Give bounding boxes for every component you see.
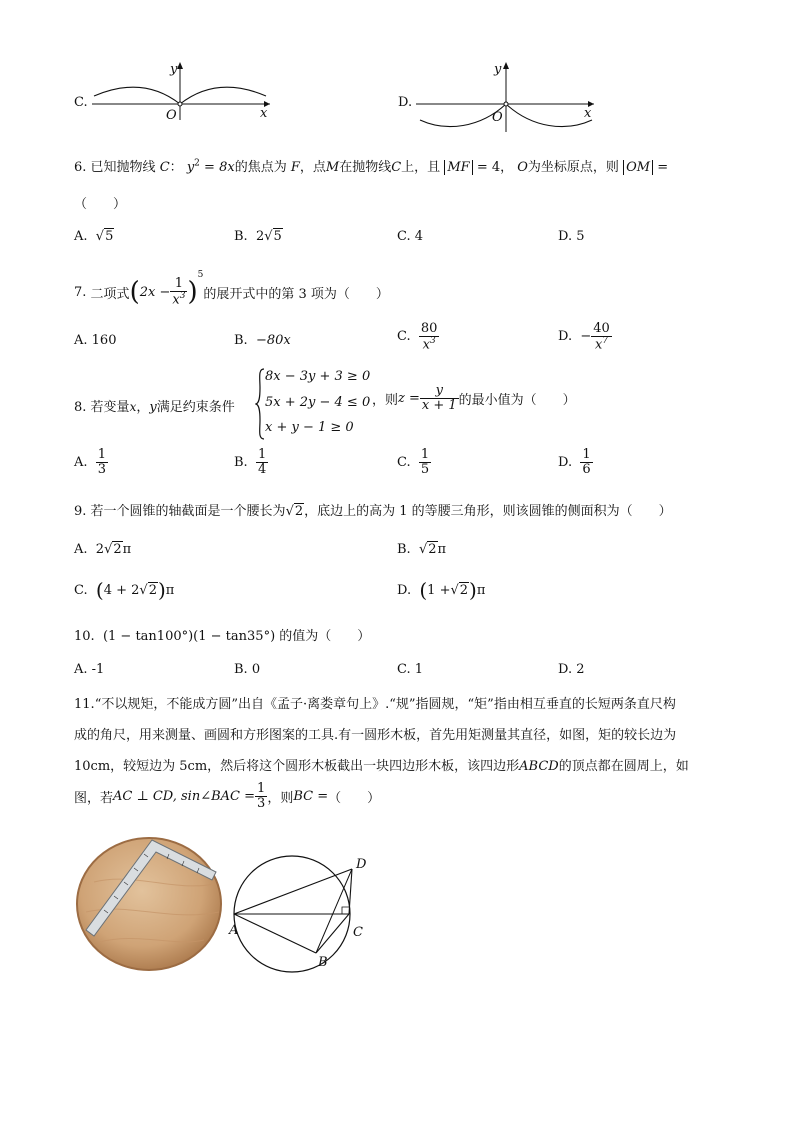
frac-num: 1 xyxy=(582,447,591,462)
frac-den xyxy=(591,337,612,352)
q6-text: 上，且 xyxy=(401,160,441,175)
q8-frac xyxy=(420,384,459,412)
q7-frac xyxy=(170,277,187,307)
q6-abs: OM xyxy=(623,160,653,175)
q10-option-a: A. -1 xyxy=(74,662,105,677)
q7-expr: 2x − xyxy=(139,284,171,300)
q6-eq: = 8x xyxy=(204,160,235,175)
q8-brace xyxy=(255,368,265,440)
frac-den: 6 xyxy=(582,461,591,477)
option-value: 2 xyxy=(148,583,157,598)
q8-var: z = xyxy=(398,390,420,406)
q8-var: y xyxy=(149,400,157,415)
q10-text: 的值为（ ） xyxy=(279,629,371,644)
q10-option-b: B. 0 xyxy=(234,662,261,677)
q6-text: = xyxy=(657,160,669,175)
q6-text: 为坐标原点，则 xyxy=(527,160,619,175)
q6-text: ： xyxy=(169,160,183,175)
q11-line-3 xyxy=(74,755,689,774)
frac-num: 1 xyxy=(420,447,430,462)
q11-cond: AC ⊥ CD, sin∠BAC = xyxy=(113,788,256,804)
q11-paren: （ ） xyxy=(328,790,381,806)
q6-number: 6. xyxy=(74,160,87,175)
q7-stem xyxy=(74,270,389,314)
option-label: B. xyxy=(234,229,248,244)
q8-var: x xyxy=(129,400,137,414)
q11-line-4 xyxy=(74,782,380,810)
frac-num: 80 xyxy=(420,321,438,336)
q6-var: F xyxy=(290,160,300,175)
option-label: B. xyxy=(234,454,248,470)
wooden-board-photo xyxy=(74,832,224,972)
option-value: 2 xyxy=(428,542,437,557)
q11-text: “不以规矩，不能成方圆”出自《孟子·离娄章句上》.“规”指圆规，“矩”指由相互垂直的长短两条直尺构 xyxy=(94,697,676,712)
option-frac xyxy=(419,448,431,476)
q6-text: ，点 xyxy=(299,160,326,175)
option-value: −80x xyxy=(255,333,291,348)
q7-paren-open: ( xyxy=(129,277,140,307)
option-value: 2 xyxy=(459,583,469,598)
d-axis-y: y xyxy=(494,62,502,77)
q6-option-c: C. 4 xyxy=(397,229,424,244)
option-c-graph xyxy=(92,60,272,122)
q6-var: O xyxy=(517,160,528,175)
q11-frac xyxy=(255,782,267,810)
c-axis-y: y xyxy=(170,62,178,77)
frac-den: 5 xyxy=(420,461,430,477)
option-value: π xyxy=(437,542,447,557)
q11-var: BC = xyxy=(293,788,329,804)
frac-den-var: x xyxy=(595,336,603,352)
q11-text: ，则 xyxy=(267,790,294,806)
q8-constraint-2: 5x + 2y − 4 ≤ 0 xyxy=(265,395,371,410)
q6-text: 已知抛物线 xyxy=(90,160,156,175)
q7-option-c xyxy=(397,322,439,352)
q7-option-d xyxy=(558,322,612,352)
q6-stem xyxy=(74,156,668,175)
q7-exponent: 5 xyxy=(197,270,204,280)
option-label: C. xyxy=(74,582,88,598)
q11-var: ABCD xyxy=(519,759,559,774)
option-label: C. xyxy=(397,454,411,470)
q11-text: 的顶点都在圆周上，如 xyxy=(558,759,689,774)
q8-option-c xyxy=(397,448,431,476)
q6-eq: 2 xyxy=(194,158,200,169)
option-label: D. xyxy=(397,582,412,598)
option-label: A. xyxy=(74,454,88,470)
q9-text: 若一个圆锥的轴截面是一个腰长为 xyxy=(90,504,286,519)
option-value: π xyxy=(476,582,486,598)
q6-option-b: B. 2√5 xyxy=(234,229,282,244)
option-value: π xyxy=(122,542,132,557)
option-label: A. xyxy=(74,229,88,244)
frac-den-exp: 3 xyxy=(429,335,436,346)
q8-stem-start xyxy=(74,396,235,415)
d-origin: O xyxy=(492,110,503,125)
q6-option-d: D. 5 xyxy=(558,229,585,244)
paren: ) xyxy=(469,578,477,602)
q9-stem: 9. 若一个圆锥的轴截面是一个腰长为√2，底边上的高为 1 的等腰三角形，则该圆锥的侧面积为（ ） xyxy=(74,504,672,519)
q9-option-c: C. ( 4 + 2 √ 2 ) π xyxy=(74,578,175,602)
q8-constraint-3: x + y − 1 ≥ 0 xyxy=(265,420,354,435)
option-label: B. xyxy=(397,542,411,557)
q7-text: 的展开式中的第 3 项为（ ） xyxy=(203,286,389,302)
frac-den: 4 xyxy=(257,461,267,477)
q10-expr: (1 − tan100°)(1 − tan35°) xyxy=(102,629,276,644)
frac-num: y xyxy=(420,384,459,399)
q8-text: 满足约束条件 xyxy=(156,400,235,415)
option-value: 2 xyxy=(95,542,105,557)
q7-option-a: A. 160 xyxy=(74,333,117,348)
option-sign: − xyxy=(580,329,592,345)
q9-option-d: D. ( 1 + √ 2 ) π xyxy=(397,578,486,602)
paren: ( xyxy=(419,578,428,602)
q9-option-b: B. √2π xyxy=(397,542,447,557)
option-label: B. xyxy=(234,333,248,348)
frac-den-var: x xyxy=(172,292,180,308)
frac-den xyxy=(170,292,187,307)
q8-number: 8. xyxy=(74,400,87,415)
q11-line-1 xyxy=(74,693,676,712)
q6-abs: MF xyxy=(444,160,472,175)
option-d-label: D. xyxy=(398,95,413,110)
q8-constraint-1: 8x − 3y + 3 ≥ 0 xyxy=(265,369,371,384)
option-value: 1 + xyxy=(427,582,451,598)
frac-num: 1 xyxy=(257,447,267,462)
q11-line-2: 成的角尺，用来测量、画圆和方形图案的工具.有一圆形木板，首先用矩测量其直径，如图，矩的较长边为 xyxy=(74,728,677,743)
option-value: 4 + 2 xyxy=(103,582,140,598)
q8-text: 的最小值为（ ） xyxy=(458,392,576,408)
c-origin: O xyxy=(166,108,177,123)
q11-text: 10cm，较短边为 5cm，然后将这个圆形木板截出一块四边形木板，该四边形 xyxy=(74,759,520,774)
circle-quadrilateral-figure xyxy=(230,852,370,976)
q10-number: 10. xyxy=(74,629,95,644)
q9-text: ，底边上的高为 1 的等腰三角形，则该圆锥的侧面积为（ ） xyxy=(304,504,672,519)
frac-den-var: x xyxy=(422,336,430,352)
frac-den-exp: 3 xyxy=(179,290,186,301)
frac-num: 1 xyxy=(97,447,107,462)
frac-num: 40 xyxy=(593,321,610,336)
q9-value: 2 xyxy=(294,504,304,519)
option-value: 5 xyxy=(105,229,114,244)
q6-option-a: A. √5 xyxy=(74,229,114,244)
option-label: A. xyxy=(74,542,88,557)
q8-text: ，则 xyxy=(372,392,399,408)
option-c-label: C. xyxy=(74,95,88,110)
option-frac xyxy=(256,448,268,476)
q11-text: 图，若 xyxy=(74,790,114,806)
q10-option-d: D. 2 xyxy=(558,662,585,677)
q6-var: C xyxy=(391,160,402,175)
option-label: D. xyxy=(558,454,573,470)
frac-num: 1 xyxy=(170,277,187,292)
q10-option-c: C. 1 xyxy=(397,662,424,677)
q6-text: 的焦点为 xyxy=(234,160,287,175)
q8-text: 若变量 xyxy=(90,400,130,415)
q8-stem-end xyxy=(372,384,576,412)
q7-number: 7. xyxy=(74,284,87,300)
q8-option-d xyxy=(558,448,593,476)
point-b-label: B xyxy=(318,955,328,970)
option-value: 2 xyxy=(113,542,122,557)
q9-number: 9. xyxy=(74,504,87,519)
q8-text: ， xyxy=(136,400,150,415)
option-value: 5 xyxy=(273,229,282,244)
option-value: π xyxy=(165,582,175,598)
q7-paren-close: ) xyxy=(187,277,198,307)
point-c-label: C xyxy=(353,925,363,940)
q7-option-b xyxy=(234,333,291,348)
frac-den: x + 1 xyxy=(421,397,457,413)
q6-eq: y xyxy=(186,160,195,175)
q9-option-a: A. 2√2π xyxy=(74,542,132,557)
paren: ( xyxy=(95,578,104,602)
option-frac xyxy=(580,448,592,476)
q6-var: M xyxy=(325,160,340,175)
q10-stem xyxy=(74,625,370,644)
option-value: 2 xyxy=(255,229,265,244)
q7-text: 二项式 xyxy=(90,286,130,302)
option-label: D. xyxy=(558,329,573,345)
option-label: C. xyxy=(397,329,411,345)
option-frac xyxy=(419,322,440,352)
frac-num: 1 xyxy=(257,781,266,796)
q8-option-b xyxy=(234,448,268,476)
point-d-label: D xyxy=(356,857,367,872)
q8-option-a xyxy=(74,448,108,476)
point-a-label: A xyxy=(229,923,239,938)
paren: ) xyxy=(157,578,166,602)
q11-number: 11. xyxy=(74,697,95,712)
frac-den-exp: 7 xyxy=(602,335,609,346)
frac-den: 3 xyxy=(257,795,266,811)
q6-var: C xyxy=(159,160,170,175)
option-frac xyxy=(591,322,612,352)
d-axis-x: x xyxy=(584,106,592,121)
frac-den xyxy=(419,337,440,352)
frac-den: 3 xyxy=(97,461,107,477)
q6-text: = 4， xyxy=(476,160,514,175)
option-d-graph xyxy=(416,60,596,134)
option-frac xyxy=(96,448,108,476)
q6-text: 在抛物线 xyxy=(339,160,392,175)
q6-paren: （ ） xyxy=(74,197,127,212)
c-axis-x: x xyxy=(260,106,268,121)
